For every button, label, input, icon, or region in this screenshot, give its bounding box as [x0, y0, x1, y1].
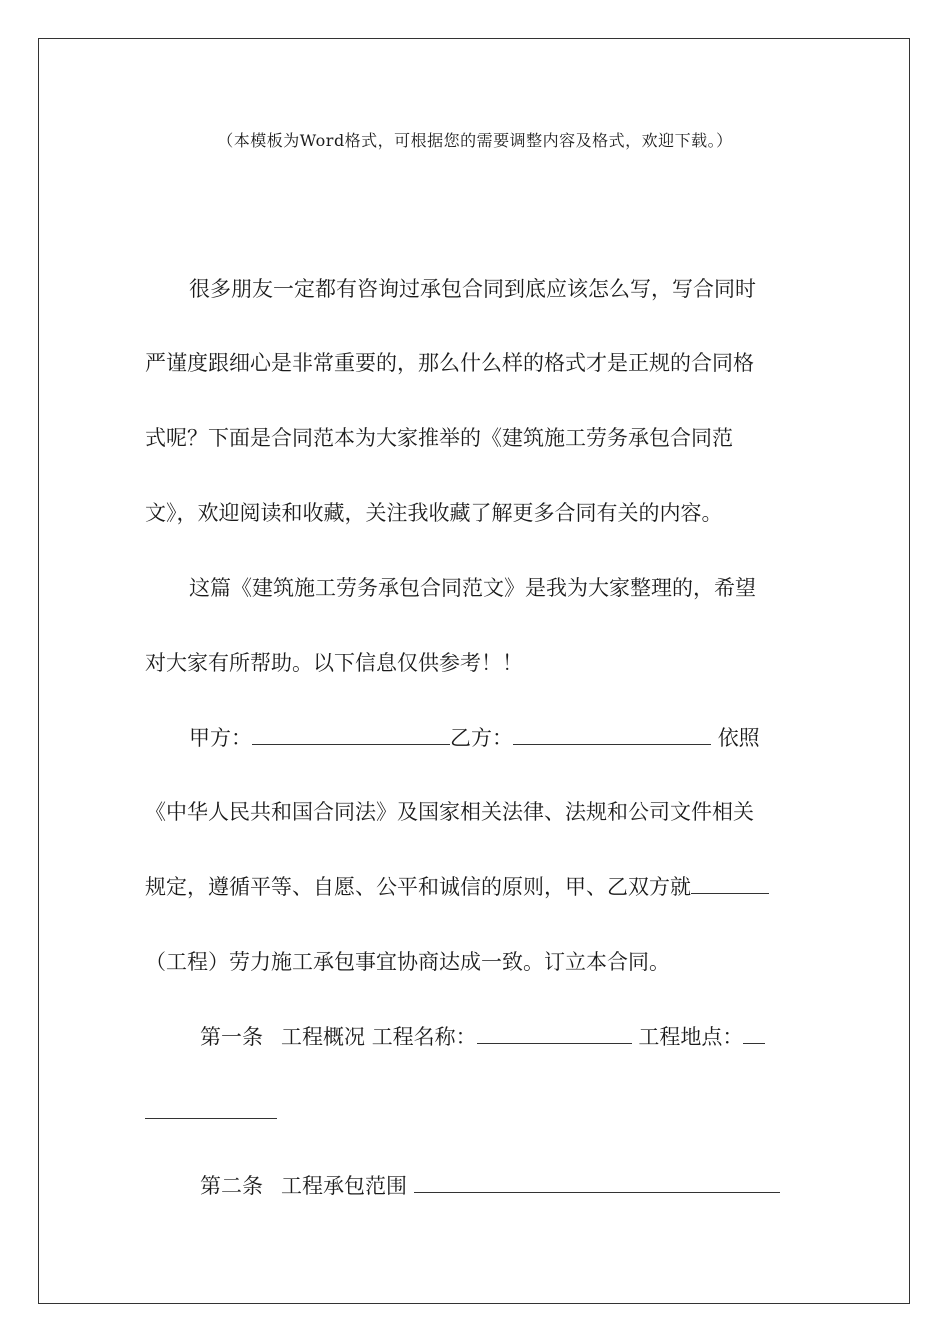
law-line-2 [145, 873, 805, 901]
article-1-title: 工程概况 [281, 1025, 365, 1049]
party-b-blank[interactable] [513, 724, 711, 745]
law-line-2-text: 规定，遵循平等、自愿、公平和诚信的原则，甲、乙双方就 [145, 875, 691, 899]
intro-line-2: 严谨度跟细心是非常重要的，那么什么样的格式才是正规的合同格 [145, 351, 754, 375]
article-2-number: 第二条 [200, 1174, 263, 1198]
template-note: （本模板为Word格式，可根据您的需要调整内容及格式，欢迎下载。） [217, 131, 733, 150]
intro-line-4: 文》，欢迎阅读和收藏，关注我收藏了解更多合同有关的内容。 [145, 501, 723, 525]
article-2-line [200, 1172, 860, 1200]
intro-line-1: 很多朋友一定都有咨询过承包合同到底应该怎么写，写合同时 [189, 277, 756, 301]
party-a-label: 甲方： [189, 726, 252, 750]
project-location-blank-start[interactable] [743, 1023, 765, 1044]
parties-follow-text: 依照 [717, 726, 760, 750]
project-location-label: 工程地点： [638, 1025, 744, 1049]
project-name-blank[interactable] [477, 1023, 632, 1044]
law-line-1: 《中华人民共和国合同法》及国家相关法律、法规和公司文件相关 [145, 800, 754, 824]
article-1-number: 第一条 [200, 1025, 263, 1049]
project-name-label: 工程名称： [371, 1025, 477, 1049]
law-line-3: （工程）劳力施工承包事宜协商达成一致。订立本合同。 [145, 950, 670, 974]
intro-line-3: 式呢？下面是合同范本为大家推举的《建筑施工劳务承包合同范 [145, 426, 733, 450]
party-a-blank[interactable] [252, 724, 450, 745]
article-2-title: 工程承包范围 [281, 1174, 407, 1198]
parties-line [189, 724, 849, 752]
article-1-line [200, 1023, 860, 1051]
intro-line-5: 这篇《建筑施工劳务承包合同范文》是我为大家整理的，希望 [189, 576, 756, 600]
party-b-label: 乙方： [450, 726, 513, 750]
project-blank[interactable] [691, 873, 769, 894]
project-location-blank-end[interactable] [145, 1098, 277, 1119]
scope-blank[interactable] [414, 1172, 780, 1193]
intro-line-6: 对大家有所帮助。以下信息仅供参考！！ [145, 651, 523, 675]
